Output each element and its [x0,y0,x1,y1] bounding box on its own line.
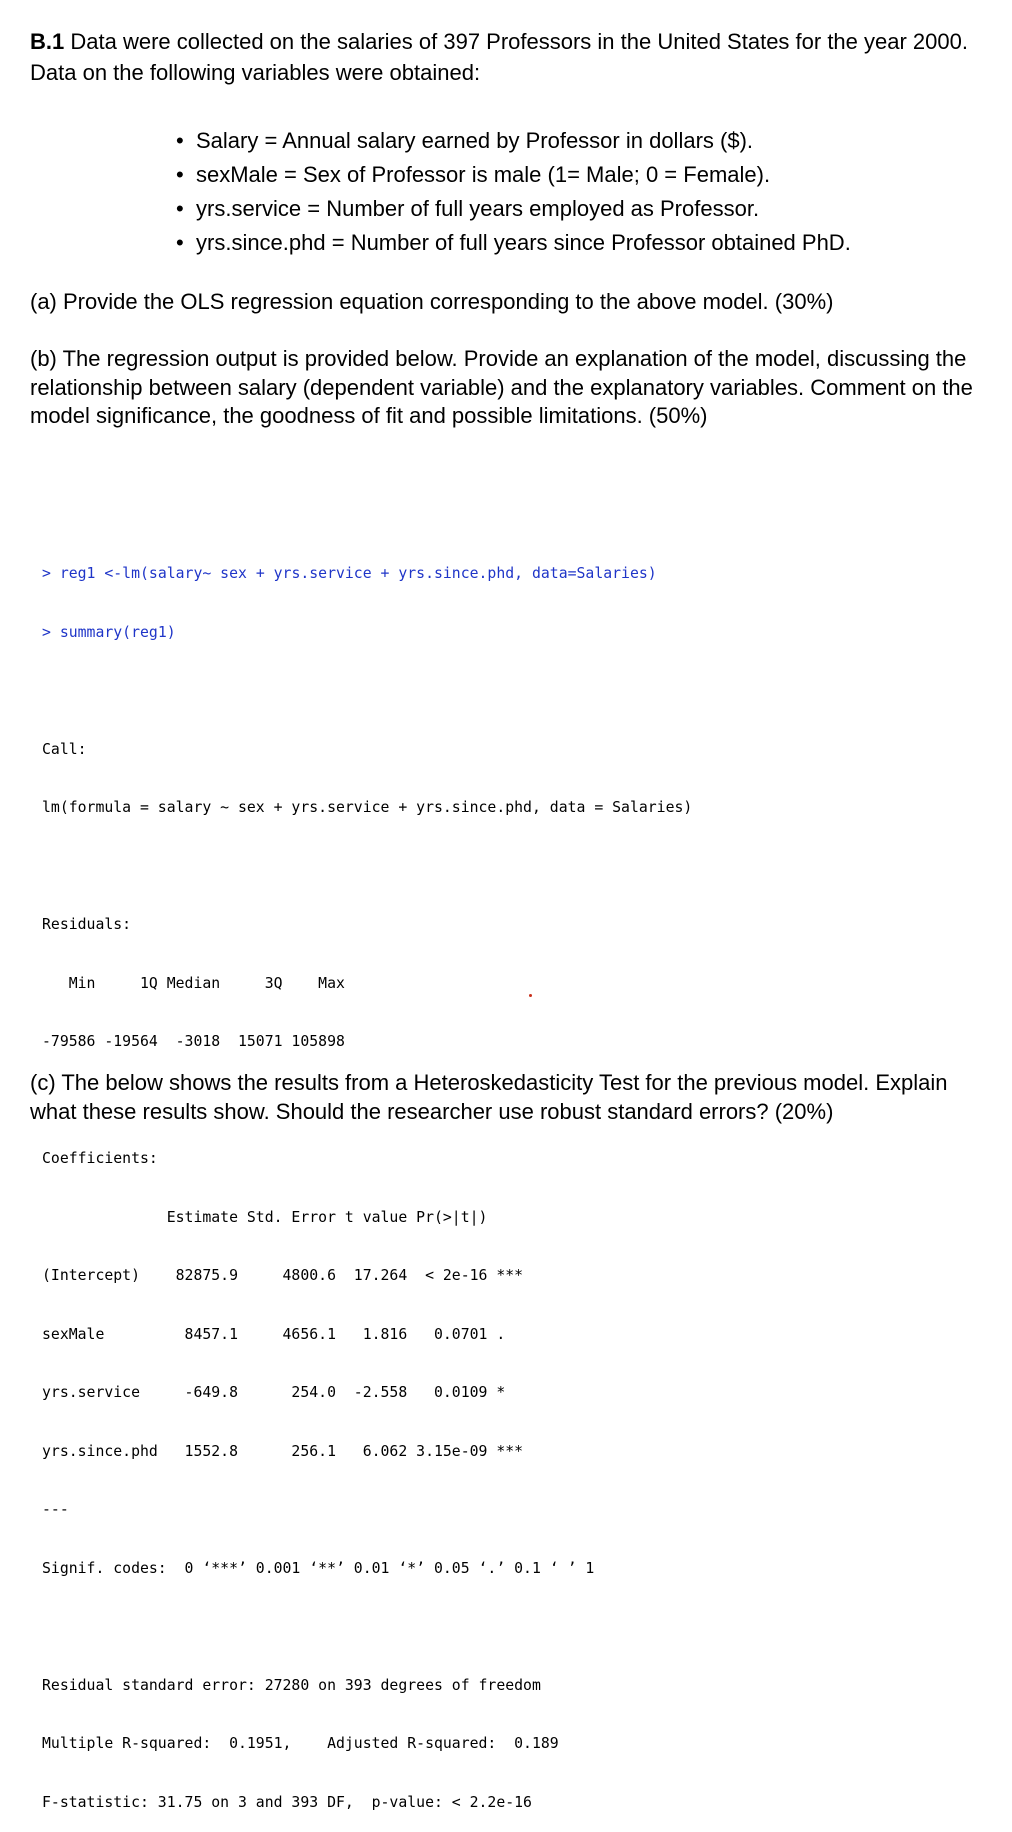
prompt-icon: > [42,565,60,582]
stray-dot [529,994,532,997]
variable-yrs-service: • yrs.service = Number of full years employed as Professor. [176,192,851,226]
question-c: (c) The below shows the results from a Heteroskedasticity Test for the previous model. Explain what these results show. Should the researcher use robust standard errors? (20%) [30,1070,948,1124]
call-formula: lm(formula = salary ~ sex + yrs.service + yrs.since.phd, data = Salaries) [42,799,693,816]
coefficient-row-yrs-since-phd: yrs.since.phd 1552.8 256.1 6.062 3.15e-09 *** [42,1442,524,1460]
variable-yrs-since-phd: • yrs.since.phd = Number of full years since Professor obtained PhD. [176,226,851,260]
intro-text: Data were collected on the salaries of 397 Professors in the United States for the year 2000. Data on the following variables were obtained: [30,29,968,85]
residuals-header: Min 1Q Median 3Q Max [42,974,354,992]
variable-salary: • Salary = Annual salary earned by Professor in dollars ($). [176,124,851,158]
call-label: Call: [42,740,87,758]
variable-sexmale: • sexMale = Sex of Professor is male (1= Male; 0 = Female). [176,158,851,192]
coefficient-row-sexmale: sexMale 8457.1 4656.1 1.816 0.0701 . [42,1325,524,1343]
residuals-values: -79586 -19564 -3018 15071 105898 [42,1033,354,1050]
residuals-label: Residuals: [42,916,132,933]
coefficients-header: Estimate Std. Error t value Pr(>|t|) [42,1208,524,1226]
coefficient-row-intercept: (Intercept) 82875.9 4800.6 17.264 < 2e-16 *** [42,1267,524,1284]
console-command-1: > reg1 <-lm(salary~ sex + yrs.service + yrs.since.phd, data=Salaries) [42,565,657,582]
intro-paragraph [30,26,990,88]
r-squared: Multiple R-squared: 0.1951, Adjusted R-squared: 0.189 [42,1735,568,1752]
console-command-2: > summary(reg1) [42,623,176,641]
question-a: (a) Provide the OLS regression equation corresponding to the above model. (30%) [30,289,834,314]
coefficients-label: Coefficients: [42,1150,158,1167]
prompt-icon: > [42,623,60,641]
r-console-output [42,525,692,1832]
residual-standard-error: Residual standard error: 27280 on 393 degrees of freedom [42,1676,541,1694]
question-b: (b) The regression output is provided below. Provide an explanation of the model, discussing the relationship between salary (dependent variable) and the explanatory variables. Comment on the model significance, the goodness of fit and possible limitations. (50%) [30,346,973,429]
signif-codes: Signif. codes: 0 ‘***’ 0.001 ‘**’ 0.01 ‘*’ 0.05 ‘.’ 0.1 ‘ ’ 1 [42,1559,595,1577]
question-label: B.1 [30,29,65,54]
f-statistic: F-statistic: 31.75 on 3 and 393 DF, p-value: < 2.2e-16 [42,1793,532,1811]
coefficient-row-yrs-service: yrs.service -649.8 254.0 -2.558 0.0109 * [42,1384,524,1401]
variable-list [176,124,851,260]
separator: --- [42,1501,69,1518]
